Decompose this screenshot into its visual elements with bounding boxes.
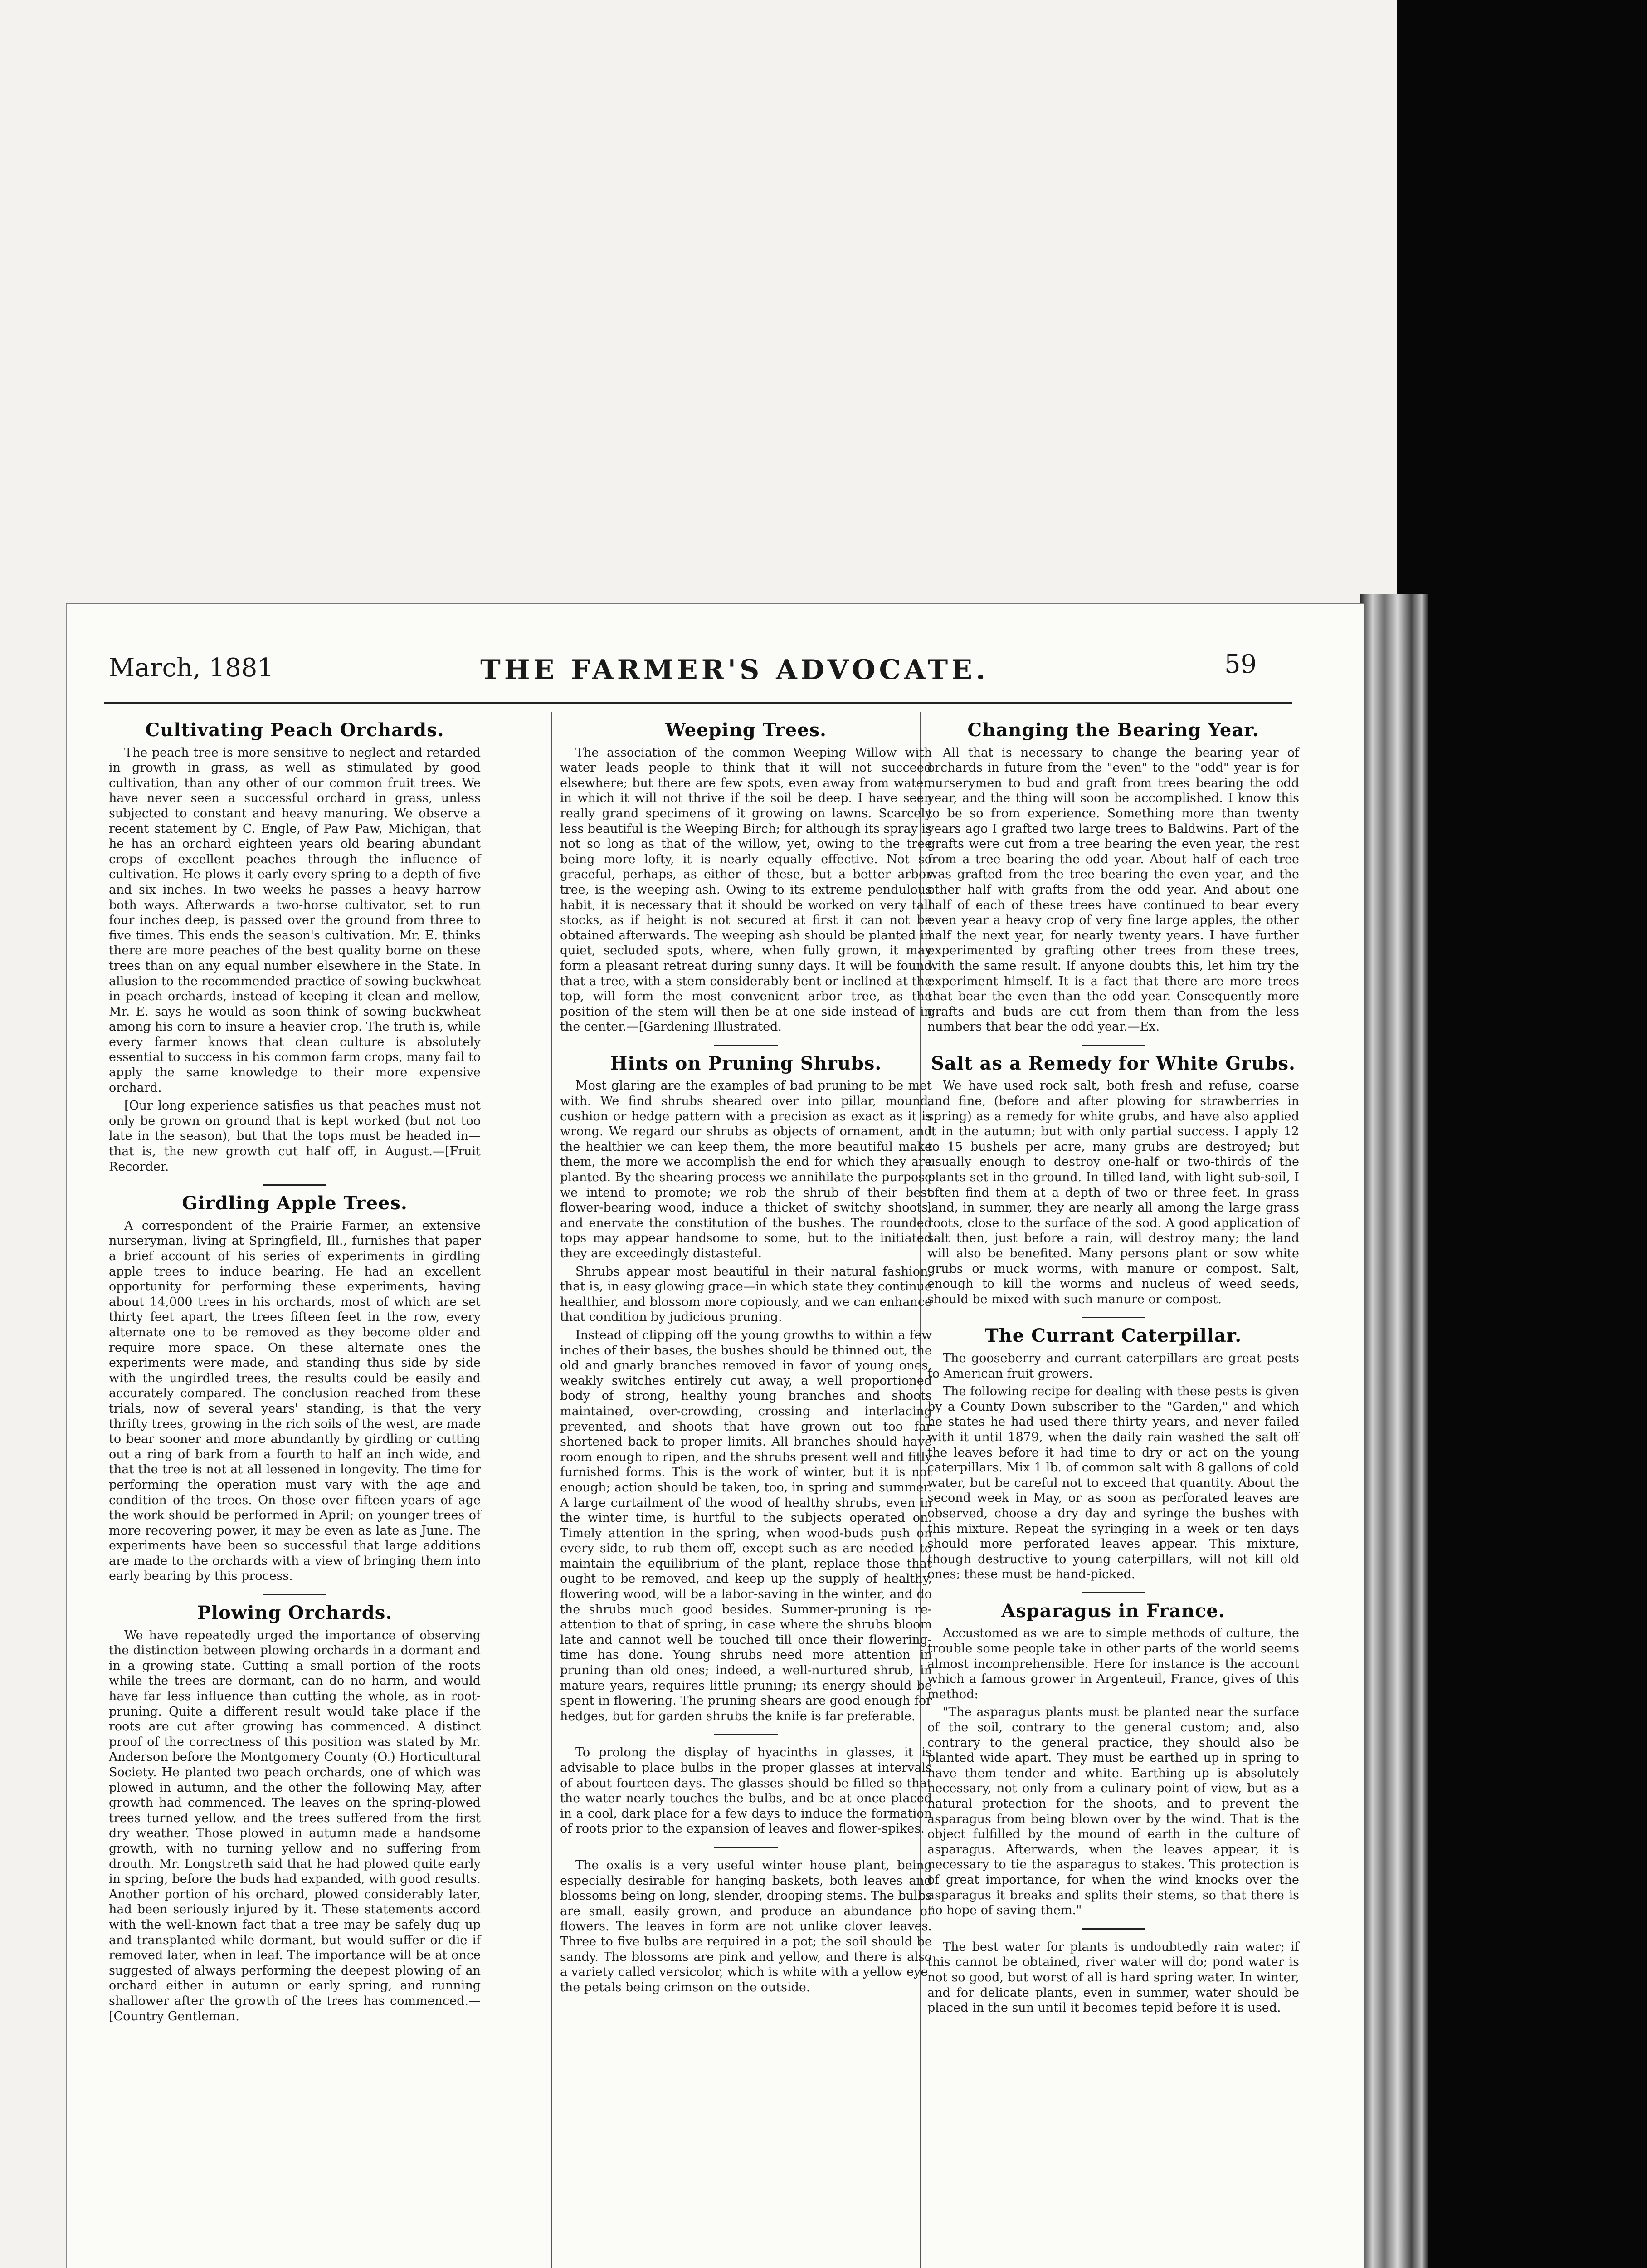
article-paragraph: To prolong the display of hyacinths in glasses, it is advisable to place bulbs in the proper glasses at intervals of about fourteen days. The glasses should be filled so that the water nearly touches the bulbs, and be at once placed in a cool, dark place for a few days to induce the formation of roots prior to the expansion of leaves and flower-spikes. — [560, 1745, 932, 1836]
article-title: Plowing Orchards. — [197, 1602, 393, 1624]
article-title: Girdling Apple Trees. — [182, 1193, 408, 1214]
article-paragraph: Shrubs appear most beautiful in their natural fashion, that is, in easy glowing grace—in which state they continue healthier, and blossom more copiously, and we can enhance that condition by judicious pruning. — [560, 1264, 932, 1325]
column-3 — [927, 714, 1299, 2019]
article-separator — [263, 1184, 326, 1186]
article-paragraph: We have used rock salt, both fresh and refuse, coarse and fine, (before and after plowing for strawberries in spring) as a remedy for white grubs, and have also applied it in the autumn; but with only partial success. I apply 12 to 15 bushels per acre, many grubs are destroyed; but usually enough to destroy one-half or two-thirds of the plants set in the ground. In tilled land, with light sub-soil, I often find them at a depth of two or three feet. In grass land, in summer, they are nearly all among the large grass roots, close to the surface of the sod. A good application of salt then, just before a rain, will destroy many; the land will also be benefited. Many persons plant or sow white grubs or muck worms, with manure or compost. Salt, enough to kill the worms and nucleus of weed seeds, should be mixed with such manure or compost. — [927, 1079, 1299, 1306]
article-paragraph: Instead of clipping off the young growths to within a few inches of their bases, the bushes should be thinned out, the old and gnarly branches removed in favor of young ones, weakly switches entirely cut away, a well proportioned body of strong, healthy young branches and shoots maintained, over-crowding, crossing and interlacing prevented, and shoots that have grown out too far shortened back to proper limits. All branches should have room enough to ripen, and the shrubs present well and fitly furnished forms. This is the work of winter, but it is not enough; action should be taken, too, in spring and summer. A large curtailment of the wood of healthy shrubs, even in the winter time, is hurtful to the subjects operated on. Timely attention in the spring, when wood-buds push on every side, to rub them off, except such as are needed to maintain the equilibrium of the plant, replace those that ought to be removed, and keep up the supply of healthy, flowering wood, will be a labor-saving in the winter, and do the shrubs much good besides. Summer-pruning is re-attention to that of spring, in case where the shrubs bloom late and cannot well be touched till once their flowering-time has done. Young shrubs need more attention in pruning than old ones; indeed, a well-nurtured shrub, in mature years, requires little pruning; its energy should be spent in flowering. The pruning shears are good enough for hedges, but for garden shrubs the knife is far preferable. — [560, 1328, 932, 1723]
article-paragraph: The oxalis is a very useful winter house plant, being especially desirable for hanging baskets, both leaves and blossoms being on long, slender, drooping stems. The bulbs are small, easily grown, and produce an abundance of flowers. The leaves in form are not unlike clover leaves. Three to five bulbs are required in a pot; the soil should be sandy. The blossoms are pink and yellow, and there is also a variety called versicolor, which is white with a yellow eye, the petals being crimson on the outside. — [560, 1858, 932, 1994]
article-separator — [714, 1847, 778, 1848]
article-paragraph: "The asparagus plants must be planted near the surface of the soil, contrary to the general custom; and, also contrary to the general practice, they should also be planted wide apart. They must be earthed up in spring to have them tender and white. Earthing up is absolutely necessary, not only from a culinary point of view, but as a natural protection for the shoots, and to prevent the asparagus from being blown over by the wind. That is the object fulfilled by the mound of earth in the culture of asparagus. Afterwards, when the leaves appear, it is necessary to tie the asparagus to stakes. This protection is of great importance, for when the wind knocks over the asparagus it breaks and splits their stems, so that there is no hope of saving them." — [927, 1705, 1299, 1918]
article-paragraph: We have repeatedly urged the importance of observing the distinction between plowing orchards in a dormant and in a growing state. Cutting a small portion of the roots while the trees are dormant, can do no harm, and would have far less influence than cutting the whole, as in root-pruning. Quite a different result would take place if the roots are cut after growing has commenced. A distinct proof of the correctness of this position was stated by Mr. Anderson before the Montgomery County (O.) Horticultural Society. He planted two peach orchards, one of which was plowed in autumn, and the other the following May, after growth had commenced. The leaves on the spring-plowed trees turned yellow, and the trees suffered from the first dry weather. Those plowed in autumn made a handsome growth, with no turning yellow and no suffering from drouth. Mr. Longstreth said that he had plowed quite early in spring, before the buds had expanded, with good results. Another portion of his orchard, plowed considerably later, had been seriously injured by it. These statements accord with the well-known fact that a tree may be safely dug up and transplanted while dormant, but would suffer or die if removed later, when in leaf. The importance will be at once suggested of always performing the deepest plowing of an orchard either in autumn or early spring, and running shallower after the growth of the trees has commenced.—[Country Gentleman. — [109, 1628, 481, 2024]
article-paragraph: The association of the common Weeping Willow with water leads people to think that it will not succeed elsewhere; but there are few spots, even away from water, in which it will not thrive if the soil be deep. I have seen really grand specimens of it growing on lawns. Scarcely less beautiful is the Weeping Birch; for although its spray is not so long as that of the willow, yet, owing to the tree being more lofty, it is nearly equally effective. Not so graceful, perhaps, as either of these, but a better arbor tree, is the weeping ash. Owing to its extreme pendulous habit, it is necessary that it should be worked on very tall stocks, as if height is not secured at first it can not be obtained afterwards. The weeping ash should be planted in quiet, secluded spots, where, when fully grown, it may form a pleasant retreat during sunny days. It will be found that a tree, with a stem considerably bent or inclined at the top, will form the most convenient arbor tree, as the position of the stem will then be at one side instead of in the center.—[Gardening Illustrated. — [560, 745, 932, 1034]
article-paragraph: A correspondent of the Prairie Farmer, an extensive nurseryman, living at Springfield, Ill., furnishes that paper a brief account of his series of experiments in girdling apple trees to induce bearing. He had an excellent opportunity for performing these experiments, having about 14,000 trees in his orchards, most of which are set thirty feet apart, the trees fifteen feet in the row, every alternate one to be removed as they become older and require more space. On these alternate ones the experiments were made, and standing thus side by side with the ungirdled trees, the results could be easily and accurately compared. The conclusion reached from these trials, now of several years' standing, is that the very thrifty trees, growing in the rich soils of the west, are made to bear sooner and more abundantly by girdling or cutting out a ring of bark from a fourth to half an inch wide, and that the tree is not at all lessened in longevity. The time for performing the operation must vary with the age and condition of the trees. On those over fifteen years of age the work should be performed in April; on younger trees of more recovering power, it may be even as late as June. The experiments have been so successful that large additions are made to the orchards with a view of bringing them into early bearing by this process. — [109, 1218, 481, 1584]
article-paragraph: The peach tree is more sensitive to neglect and retarded in growth in grass, as well as stimulated by good cultivation, than any other of our common fruit trees. We have never seen a successful orchard in grass, unless subjected to constant and heavy manuring. We observe a recent statement by C. Engle, of Paw Paw, Michigan, that he has an orchard eighteen years old bearing abundant crops of excellent peaches through the influence of cultivation. He plows it early every spring to a depth of five and six inches. In two weeks he passes a heavy harrow both ways. Afterwards a two-horse cultivator, set to run four inches deep, is passed over the ground from three to five times. This ends the season's cultivation. Mr. E. thinks there are more peaches of the best quality borne on these trees than on any equal number elsewhere in the State. In allusion to the recommended practice of sowing buckwheat in peach orchards, instead of keeping it clean and mellow, Mr. E. says he would as soon think of sowing buckwheat among his corn to insure a heavier crop. The truth is, while every farmer knows that clean culture is absolutely essential to success in his common farm crops, many fail to apply the same knowledge to their more expensive orchard. — [109, 745, 481, 1095]
article-title: The Currant Caterpillar. — [984, 1325, 1242, 1347]
masthead: THE FARMER'S ADVOCATE. — [480, 654, 989, 686]
article-title: Changing the Bearing Year. — [967, 719, 1259, 741]
article-separator — [714, 1045, 778, 1046]
book-spine — [1360, 594, 1428, 2268]
article-paragraph: [Our long experience satisfies us that peaches must not only be grown on ground that is kept worked (but not too late in the season), but that the tops must be headed in—that is, the new growth cut half off, in August.—[Fruit Recorder. — [109, 1099, 481, 1174]
article-separator — [1082, 1317, 1145, 1318]
article-title: Weeping Trees. — [665, 719, 827, 741]
issue-date: March, 1881 — [109, 653, 274, 683]
article-separator — [1082, 1592, 1145, 1593]
article-separator — [1082, 1928, 1145, 1930]
column-1 — [109, 714, 481, 2027]
page-number: 59 — [1224, 650, 1257, 679]
article-paragraph: Most glaring are the examples of bad pruning to be met with. We find shrubs sheared over into pillar, mound, cushion or hedge pattern with a precision as exact as it is wrong. We regard our shrubs as objects of ornament, and the healthier we can keep them, the more beautiful make them, the more we accomplish the end for which they are planted. By the shearing process we annihilate the purpose we intend to promote; we rob the shrub of their best flower-bearing wood, induce a thicket of switchy shoots, and enervate the constitution of the bushes. The rounded tops may appear handsome to some, but to the initiated they are exceedingly distasteful. — [560, 1079, 932, 1261]
article-paragraph: The best water for plants is undoubtedly rain water; if this cannot be obtained, river water will do; pond water is not so good, but worst of all is hard spring water. In winter, and for delicate plants, even in summer, water should be placed in the sun until it becomes tepid before it is used. — [927, 1940, 1299, 2015]
column-divider — [551, 712, 552, 2268]
header-rule — [104, 702, 1292, 704]
article-paragraph: The following recipe for dealing with these pests is given by a County Down subscriber to the "Garden," and which he states he had used there thirty years, and never failed with it until 1879, when the daily rain washed the salt off the leaves before it had time to dry or act on the young caterpillars. Mix 1 lb. of common salt with 8 gallons of cold water, but be careful not to exceed that quantity. About the second week in May, or as soon as perforated leaves are observed, choose a dry day and syringe the bushes with this mixture. Repeat the syringing in a week or ten days should more perforated leaves appear. This mixture, though destructive to young caterpillars, will not kill old ones; these must be hand-picked. — [927, 1384, 1299, 1582]
article-paragraph: All that is necessary to change the bearing year of orchards in future from the "even" to the "odd" year is for nurserymen to bud and graft from trees bearing the odd year, and the thing will soon be accomplished. I know this to be so from experience. Something more than twenty years ago I grafted two large trees to Baldwins. Part of the grafts were cut from a tree bearing the even year, the rest from a tree bearing the odd year. About half of each tree was grafted from the tree bearing the even year, and the other half with grafts from the odd year. And about one half of each of these trees have continued to bear every even year a heavy crop of very fine large apples, the other half the next year, for nearly twenty years. I have further experimented by grafting other trees from these trees, with the same result. If anyone doubts this, let him try the experiment himself. It is a fact that there are more trees that bear the even than the odd year. Consequently more grafts and buds are cut from them than from the less numbers that bear the odd year.—Ex. — [927, 745, 1299, 1034]
article-paragraph: The gooseberry and currant caterpillars are great pests to American fruit growers. — [927, 1351, 1299, 1381]
article-title: Salt as a Remedy for White Grubs. — [931, 1052, 1296, 1074]
article-title: Hints on Pruning Shrubs. — [610, 1052, 882, 1074]
article-separator — [263, 1594, 326, 1595]
column-2 — [560, 714, 932, 1998]
article-paragraph: Accustomed as we are to simple methods of culture, the trouble some people take in other parts of the world seems almost incomprehensible. Here for instance is the account which a famous grower in Argenteuil, France, gives of this method: — [927, 1626, 1299, 1701]
article-title: Asparagus in France. — [1001, 1600, 1225, 1622]
article-separator — [714, 1734, 778, 1735]
article-separator — [1082, 1045, 1145, 1046]
article-title: Cultivating Peach Orchards. — [145, 719, 444, 741]
